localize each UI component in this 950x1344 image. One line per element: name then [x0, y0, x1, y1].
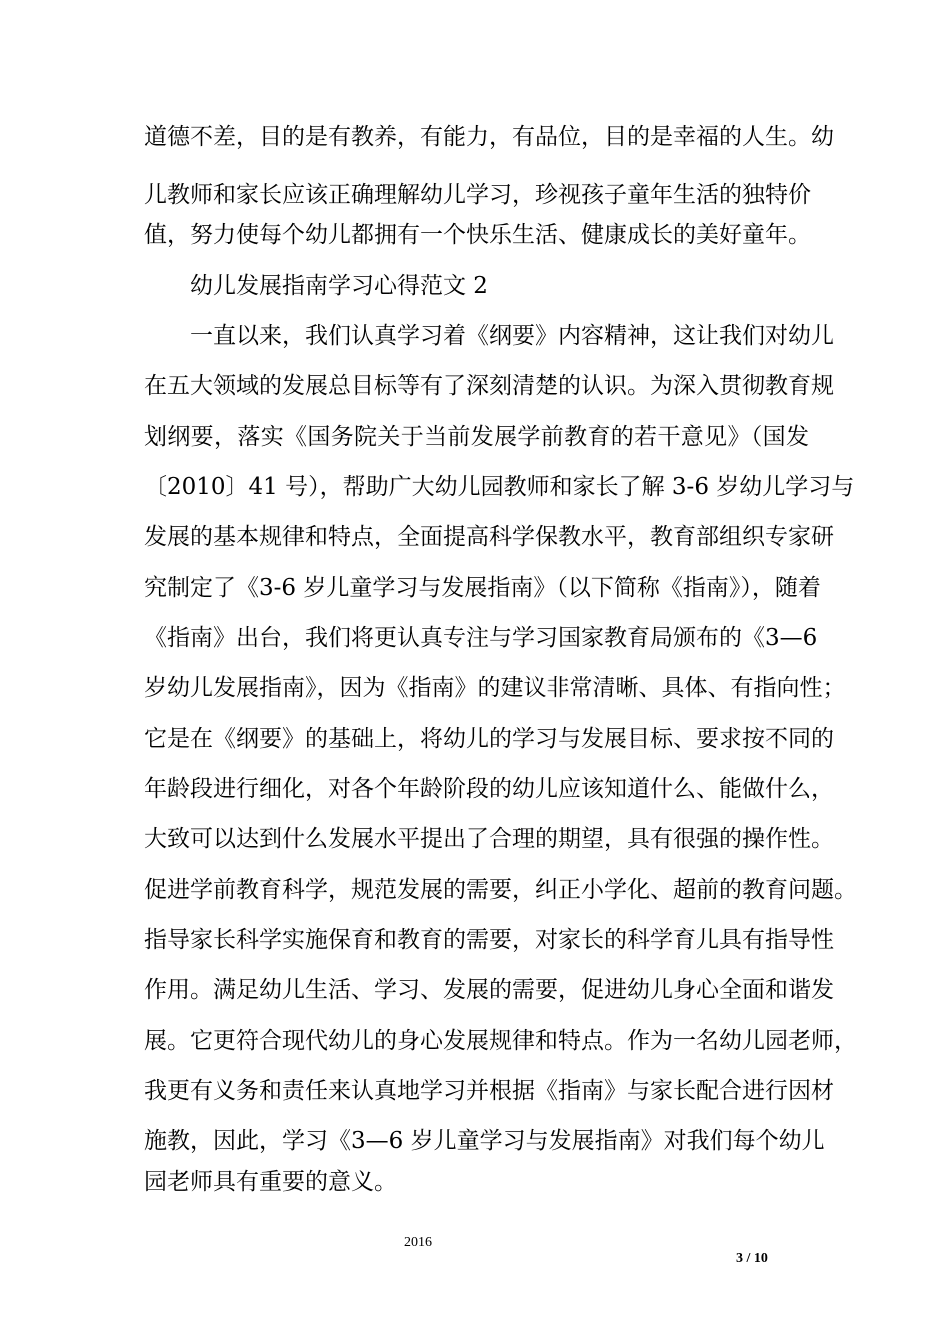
paragraph-line: 发展的基本规律和特点，全面提高科学保教水平，教育部组织专家研 [144, 524, 834, 550]
footer-year: 2016 [404, 1235, 432, 1250]
page-number: 3 / 10 [736, 1251, 768, 1266]
paragraph-line: 岁幼儿发展指南》，因为《指南》的建议非常清晰、具体、有指向性； [144, 675, 846, 701]
paragraph-line: 年龄段进行细化，对各个年龄阶段的幼儿应该知道什么、能做什么， [144, 776, 834, 802]
paragraph-line: 施教，因此，学习《3—6 岁儿童学习与发展指南》对我们每个幼儿 [144, 1128, 825, 1154]
paragraph-line: 一直以来，我们认真学习着《纲要》内容精神，这让我们对幼儿 [190, 323, 834, 349]
section-heading: 幼儿发展指南学习心得范文 2 [190, 273, 488, 299]
paragraph-line: 指导家长科学实施保育和教育的需要，对家长的科学育儿具有指导性 [144, 927, 834, 953]
paragraph-line: 究制定了《3-6 岁儿童学习与发展指南》（以下简称《指南》），随着 [144, 575, 821, 601]
paragraph-line: 道德不差，目的是有教养，有能力，有品位，目的是幸福的人生。幼 [144, 124, 834, 150]
paragraph-line: 它是在《纲要》的基础上，将幼儿的学习与发展目标、要求按不同的 [144, 726, 834, 752]
paragraph-line: 大致可以达到什么发展水平提出了合理的期望，具有很强的操作性。 [144, 826, 834, 852]
paragraph-line: 划纲要，落实《国务院关于当前发展学前教育的若干意见》（国发 [144, 424, 809, 450]
paragraph-line: 〔2010〕41 号），帮助广大幼儿园教师和家长了解 3-6 岁幼儿学习与 [144, 474, 855, 500]
paragraph-line: 促进学前教育科学，规范发展的需要，纠正小学化、超前的教育问题。 [144, 877, 857, 903]
paragraph-line: 展。它更符合现代幼儿的身心发展规律和特点。作为一名幼儿园老师， [144, 1028, 857, 1054]
paragraph-line: 在五大领域的发展总目标等有了深刻清楚的认识。为深入贯彻教育规 [144, 373, 834, 399]
paragraph-line: 《指南》出台，我们将更认真专注与学习国家教育局颁布的《3—6 [144, 625, 818, 651]
paragraph-line: 儿教师和家长应该正确理解幼儿学习，珍视孩子童年生活的独特价 [144, 182, 811, 208]
paragraph-line: 作用。满足幼儿生活、学习、发展的需要，促进幼儿身心全面和谐发 [144, 977, 834, 1003]
paragraph-line: 园老师具有重要的意义。 [144, 1169, 397, 1195]
paragraph-line: 我更有义务和责任来认真地学习并根据《指南》与家长配合进行因材 [144, 1078, 834, 1104]
paragraph-line: 值，努力使每个幼儿都拥有一个快乐生活、健康成长的美好童年。 [144, 222, 811, 248]
